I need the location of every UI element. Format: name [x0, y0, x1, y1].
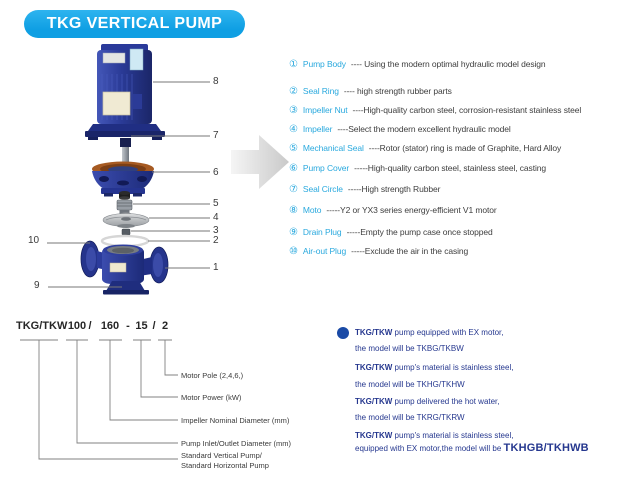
label-motor-pole: Motor Pole (2,4,6,) [181, 371, 244, 380]
note-line: TKG/TKW pump delivered the hot water, [355, 397, 500, 406]
note-line: equipped with EX motor,the model will be TKHGB/TKHWB [355, 442, 589, 454]
model-code-separator: / [152, 320, 156, 332]
part-description: ---- Using the modern optimal hydraulic model design [350, 59, 546, 69]
diagram-callout-3: 3 [213, 225, 219, 236]
label-inlet-outlet-diameter: Pump Inlet/Outlet Diameter (mm) [181, 439, 292, 448]
page-title-banner [24, 10, 245, 38]
label-impeller-diameter: Impeller Nominal Diameter (mm) [181, 416, 290, 425]
part-description: ----Select the modern excellent hydraulic model [337, 124, 511, 134]
part-name: Impeller [302, 124, 333, 134]
part-description: ----High-quality carbon steel, corrosion-resistant stainless steel [352, 105, 582, 115]
circled-number-icon: ⑦ [289, 184, 298, 195]
part-name: Seal Circle [302, 184, 343, 194]
model-code-impeller: 160 [100, 320, 120, 332]
model-code-separator: / [88, 320, 92, 332]
diagram-callout-2: 2 [213, 235, 219, 246]
parts-list-item [289, 246, 468, 257]
model-code-dash: - [126, 320, 130, 332]
part-name: Seal Ring [302, 86, 339, 96]
parts-list-item [289, 143, 561, 154]
right-arrow-icon [231, 135, 289, 189]
parts-list-item [289, 184, 440, 195]
parts-list-item [289, 163, 546, 174]
label-motor-power: Motor Power (kW) [181, 393, 242, 402]
circled-number-icon: ① [289, 59, 298, 70]
pump-body-illustration [81, 241, 168, 295]
note-line: TKG/TKW pump equipped with EX motor, [355, 328, 504, 337]
part-description: -----Exclude the air in the casing [351, 246, 469, 256]
circled-number-icon: ⑩ [289, 246, 298, 257]
circled-number-icon: ⑥ [289, 163, 298, 174]
impeller-illustration [103, 212, 149, 228]
diagram-callout-5: 5 [213, 198, 219, 209]
circled-number-icon: ④ [289, 124, 298, 135]
part-name: Mechanical Seal [302, 143, 364, 153]
model-code-inlet: 100 [67, 320, 87, 332]
mechanical-seal-illustration [117, 191, 132, 214]
circled-number-icon: ⑧ [289, 205, 298, 216]
part-description: -----Empty the pump case once stopped [346, 227, 493, 237]
diagram-callout-4: 4 [213, 212, 219, 223]
impeller-nut-illustration [122, 229, 130, 235]
diagram-callout-8: 8 [213, 76, 219, 87]
parts-list-item [289, 205, 497, 216]
note-line: TKG/TKW pump's material is stainless steel, [355, 431, 514, 440]
part-description: ----Rotor (stator) ring is made of Graphite, Hard Alloy [368, 143, 562, 153]
part-description: ---- high strength rubber parts [343, 86, 452, 96]
diagram-callout-7: 7 [213, 130, 219, 141]
model-code-power: 15 [135, 320, 148, 332]
diagram-callout-9: 9 [34, 280, 40, 291]
note-line: the model will be TKBG/TKBW [355, 344, 464, 353]
part-name: Moto [302, 205, 322, 215]
circled-number-icon: ③ [289, 105, 298, 116]
part-name: Pump Body [302, 59, 346, 69]
parts-list-item [289, 124, 511, 135]
part-description: -----High strength Rubber [347, 184, 441, 194]
circled-number-icon: ⑤ [289, 143, 298, 154]
label-standard-vertical: Standard Vertical Pump/ [181, 451, 262, 460]
parts-list-item [289, 227, 493, 238]
model-code-series: TKG/TKW [16, 320, 68, 332]
part-description: -----Y2 or YX3 series energy-efficient V1 motor [326, 205, 497, 215]
model-code-pole: 2 [161, 320, 169, 332]
label-standard-horizontal: Standard Horizontal Pump [181, 461, 269, 470]
diagram-callout-1: 1 [213, 262, 219, 273]
part-name: Impeller Nut [302, 105, 348, 115]
circled-number-icon: ② [289, 86, 298, 97]
circled-number-icon: ⑨ [289, 227, 298, 238]
note-line: the model will be TKHG/TKHW [355, 380, 465, 389]
part-name: Drain Plug [302, 227, 342, 237]
note-line: the model will be TKRG/TKRW [355, 413, 465, 422]
seal-ring-illustration [102, 236, 148, 246]
part-name: Air-out Plug [302, 246, 347, 256]
parts-list-item [289, 59, 546, 70]
diagram-callout-6: 6 [213, 167, 219, 178]
bullet-icon [337, 327, 349, 339]
part-name: Pump Cover [302, 163, 350, 173]
parts-list [289, 0, 617, 270]
parts-list-item [289, 86, 452, 97]
part-description: -----High-quality carbon steel, stainless steel, casting [354, 163, 546, 173]
diagram-callout-10: 10 [28, 235, 40, 246]
note-line: TKG/TKW pump's material is stainless steel, [355, 363, 514, 372]
page-title: TKG VERTICAL PUMP [46, 15, 223, 32]
parts-list-item [289, 105, 581, 116]
motor-illustration [85, 44, 165, 140]
model-code-tree-lines [20, 340, 178, 459]
